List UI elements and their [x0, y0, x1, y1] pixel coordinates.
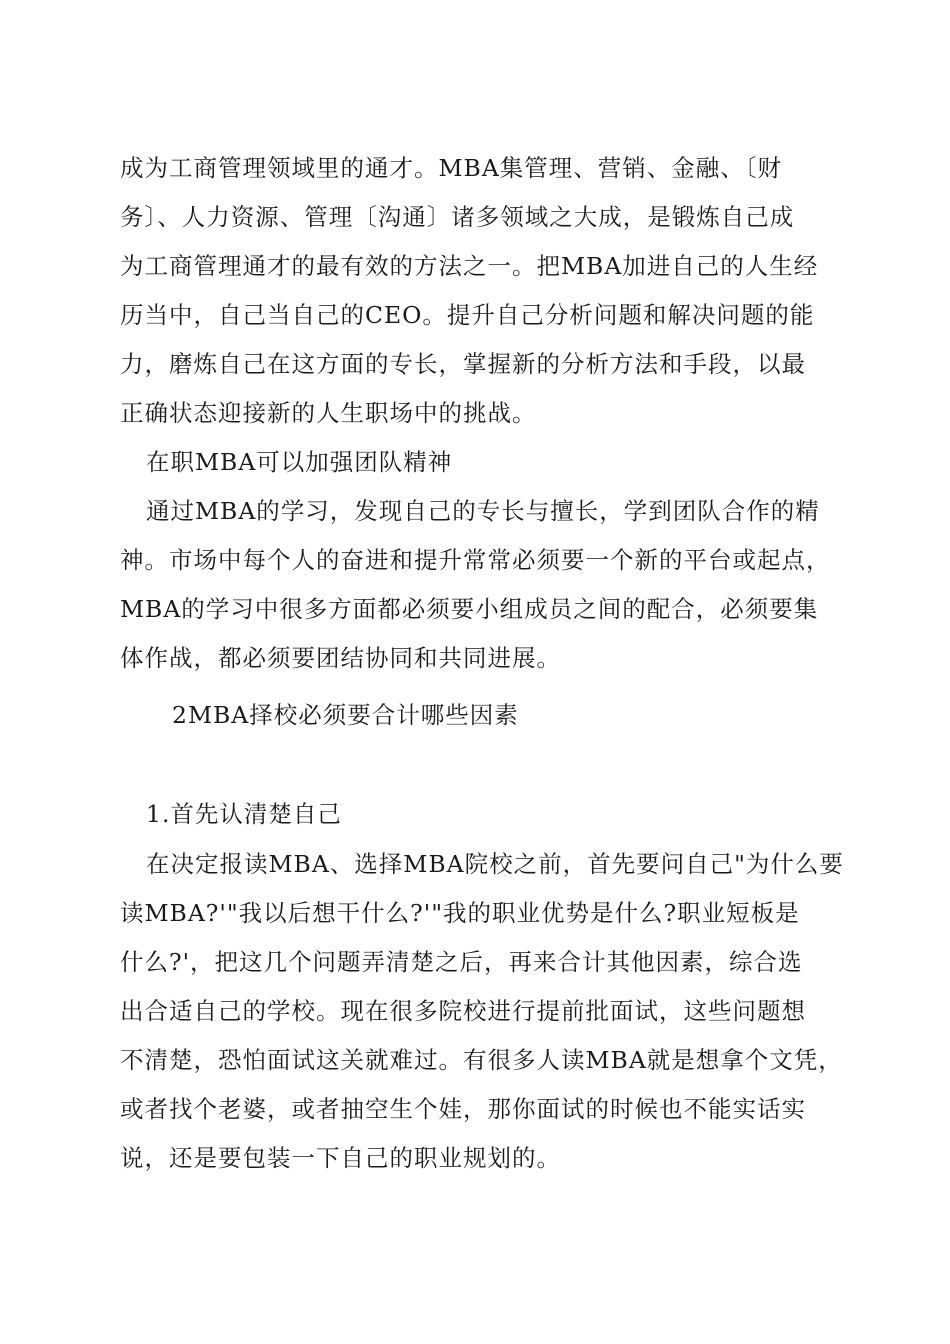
text-line: 出合适自己的学校。现在很多院校进行提前批面试，这些问题想 [120, 997, 806, 1025]
text-line: 神。市场中每个人的奋进和提升常常必须要一个新的平台或起点， [120, 546, 831, 574]
text-line: 在决定报读MBA、选择MBA院校之前，首先要问自己"为什么要 [146, 850, 844, 878]
text-line: 不清楚，恐怕面试这关就难过。有很多人读MBA就是想拿个文凭， [120, 1046, 843, 1074]
section-heading: 2MBA择校必须要合计哪些因素 [172, 701, 519, 729]
text-line: 为工商管理通才的最有效的方法之一。把MBA加进自己的人生经 [120, 252, 819, 280]
text-line: 力，磨炼自己在这方面的专长，掌握新的分析方法和手段，以最 [120, 350, 806, 378]
text-line: 读MBA?'"我以后想干什么?'"我的职业优势是什么?职业短板是 [120, 899, 800, 927]
text-line: 或者找个老婆，或者抽空生个娃，那你面试的时候也不能实话实 [120, 1095, 806, 1123]
text-line: 说，还是要包装一下自己的职业规划的。 [120, 1144, 561, 1172]
text-line: 什么?'，把这几个问题弄清楚之后，再来合计其他因素，综合选 [120, 948, 803, 976]
text-line: 正确状态迎接新的人生职场中的挑战。 [120, 399, 537, 427]
text-line: 历当中，自己当自己的CEO。提升自己分析问题和解决问题的能 [120, 301, 815, 329]
text-line: 务〕、人力资源、管理〔沟通〕诸多领域之大成，是锻炼自己成 [120, 203, 795, 231]
subsection-heading: 1.首先认清楚自己 [146, 800, 342, 828]
text-line: MBA的学习中很多方面都必须要小组成员之间的配合，必须要集 [120, 595, 819, 623]
section-heading: 在职MBA可以加强团队精神 [146, 448, 453, 476]
text-line: 成为工商管理领域里的通才。MBA集管理、营销、金融、〔财 [120, 154, 783, 182]
text-line: 通过MBA的学习，发现自己的专长与擅长，学到团队合作的精 [146, 497, 820, 525]
text-line: 体作战，都必须要团结协同和共同进展。 [120, 644, 561, 672]
